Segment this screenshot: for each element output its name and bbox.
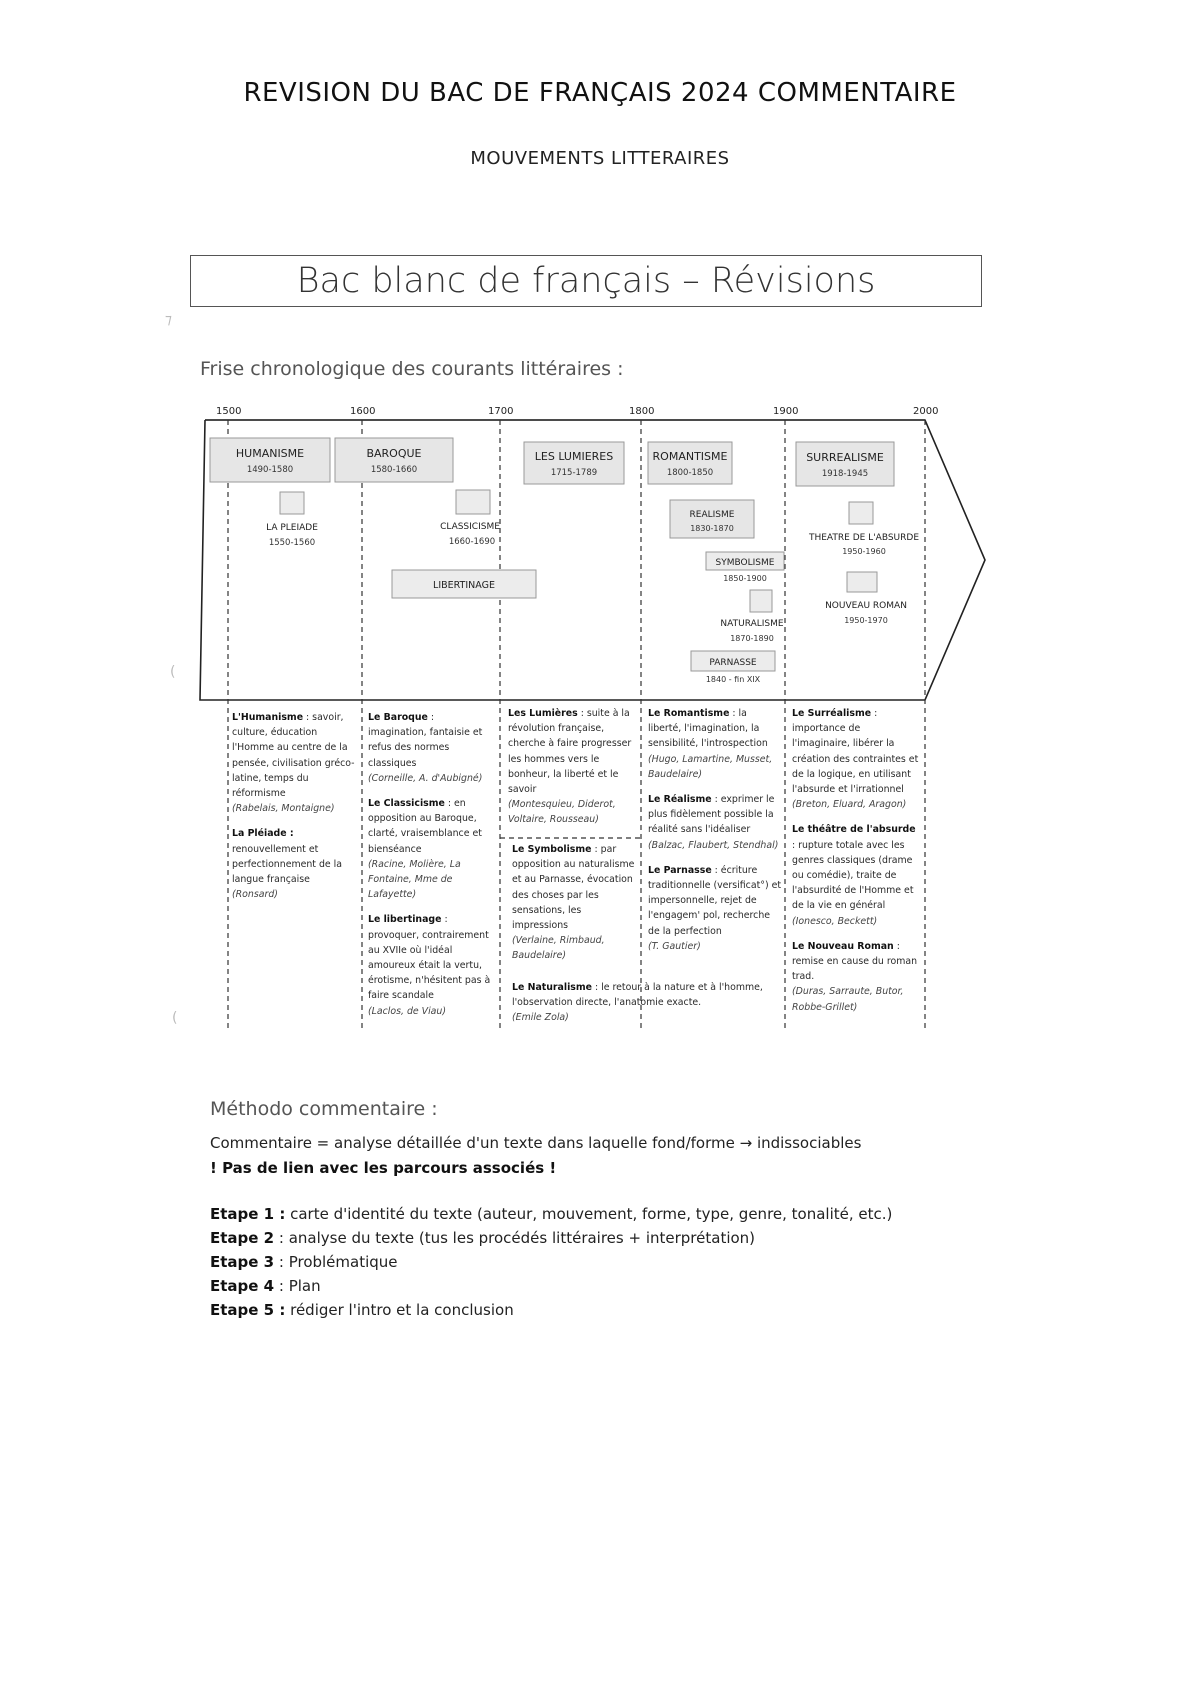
movement-description-authors: (Rabelais, Montaigne) <box>232 803 335 815</box>
movement-description-text: : la liberté, l'imagination, la sensibilité, l'introspection <box>648 708 768 750</box>
description-column-1700-lower <box>512 842 636 974</box>
realisme-name: REALISME <box>689 510 735 520</box>
year-label-1600: 1600 <box>350 406 376 417</box>
movement-description-text: : savoir, culture, éducation l'Homme au centre de la pensée, civilisation gréco-latine, temps du réformisme <box>232 712 355 800</box>
movement-description-authors: (Ronsard) <box>232 889 278 901</box>
movement-description-authors: (Montesquieu, Diderot, Voltaire, Rousseau) <box>508 799 616 826</box>
movement-description <box>792 939 920 1015</box>
year-ticks <box>216 406 938 417</box>
step-text: : Plan <box>274 1277 321 1295</box>
movement-description-text: : par opposition au naturalisme et au Parnasse, évocation des choses par les sensations, les impressions <box>512 844 635 932</box>
movement-description <box>368 912 494 1018</box>
realisme-dates: 1830-1870 <box>690 524 734 533</box>
step-label: Etape 3 <box>210 1253 275 1271</box>
page-subtitle: MOUVEMENTS LITTERAIRES <box>470 148 730 169</box>
movement-description-text: renouvellement et perfectionnement de la langue française <box>232 843 343 886</box>
year-label-2000: 2000 <box>913 406 939 417</box>
classicisme-dates: 1660-1690 <box>448 537 496 547</box>
movement-classicisme <box>440 490 500 547</box>
movement-description-name: Le Classicisme <box>368 798 445 810</box>
movement-description <box>232 826 356 902</box>
movement-description-authors: (Racine, Molière, La Fontaine, Mme de Lafayette) <box>368 858 461 901</box>
movement-description-name: Le Symbolisme <box>512 844 592 855</box>
movement-description-name: Le libertinage <box>368 914 442 926</box>
parnasse-name: PARNASSE <box>709 658 757 668</box>
movement-description <box>232 710 356 816</box>
movement-description-text: : rupture totale avec les genres classiques (drame ou comédie), traite de l'absurdité de l'Homme et de la vie en général <box>792 839 914 912</box>
movement-description-authors: (Laclos, de Viau) <box>368 1005 447 1017</box>
movement-description <box>792 822 920 928</box>
movement-description-name: Le théâtre de l'absurde <box>792 824 916 836</box>
methodo-warning: ! Pas de lien avec les parcours associés ! <box>210 1159 557 1177</box>
movement-description <box>368 710 494 786</box>
absurde-box <box>849 502 873 524</box>
movement-description-name: Le Baroque <box>368 712 428 723</box>
movement-description-name: Le Naturalisme <box>512 982 593 993</box>
movement-description <box>648 706 783 782</box>
step-text: : analyse du texte (tus les procédés littéraires + interprétation) <box>274 1229 756 1247</box>
movement-description-text: : écriture traditionnelle (versificat°) et impersonnelle, rejet de l'engagem' pol, recherche de la perfection <box>648 864 782 937</box>
movement-description-authors: (Hugo, Lamartine, Musset, Baudelaire) <box>648 753 773 780</box>
movement-description <box>792 706 920 812</box>
movement-naturalisme <box>720 590 783 643</box>
step-5 <box>210 1301 514 1319</box>
movement-description-text: : en opposition au Baroque, clarté, vraisemblance et bienséance <box>368 798 482 855</box>
absurde-name: THEATRE DE L'ABSURDE <box>808 533 920 543</box>
movement-description-authors: (Balzac, Flaubert, Stendhal) <box>648 839 779 851</box>
banner-title: Bac blanc de français – Révisions <box>296 261 876 301</box>
movement-description <box>648 792 783 853</box>
movement-description-authors: (T. Gautier) <box>648 940 701 952</box>
humanisme-box <box>210 438 330 482</box>
movement-description-text: : le retour à la nature et à l'homme, l'observation directe, l'anatomie exacte. <box>512 982 763 1009</box>
step-2 <box>210 1229 755 1247</box>
nouveau-roman-dates: 1950-1970 <box>844 616 888 625</box>
movement-lumieres <box>524 442 624 484</box>
scan-mark: ( <box>172 1010 178 1026</box>
baroque-dates: 1580-1660 <box>370 465 418 475</box>
surrealisme-dates: 1918-1945 <box>821 469 869 479</box>
movement-description-name: Le Parnasse <box>648 864 712 876</box>
movement-description-name: Le Surréalisme <box>792 708 872 719</box>
step-text: : Problématique <box>274 1253 398 1271</box>
methodo-heading: Méthodo commentaire : <box>210 1098 438 1120</box>
step-text: rédiger l'intro et la conclusion <box>285 1301 514 1319</box>
baroque-name: BAROQUE <box>366 447 422 460</box>
year-label-1900: 1900 <box>773 406 799 417</box>
nouveau-roman-name: NOUVEAU ROMAN <box>825 601 907 611</box>
step-label: Etape 5 : <box>210 1301 286 1319</box>
parnasse-dates: 1840 - fin XIX <box>705 675 761 684</box>
romantisme-dates: 1800-1850 <box>666 468 714 478</box>
movement-description-authors: (Emile Zola) <box>512 1012 569 1024</box>
classicisme-name: CLASSICISME <box>440 522 500 532</box>
movement-description <box>512 980 784 1026</box>
absurde-dates: 1950-1960 <box>842 547 886 556</box>
movement-description-authors: (Ionesco, Beckett) <box>792 915 878 927</box>
description-column-1800 <box>648 706 783 964</box>
movement-description-text: : imagination, fantaisie et refus des normes classiques <box>368 712 483 769</box>
scan-mark: ( <box>170 664 176 680</box>
baroque-box <box>335 438 453 482</box>
nouveau-roman-box <box>847 572 877 592</box>
movement-description-name: Les Lumières <box>508 708 578 719</box>
description-column-1900 <box>792 706 920 1025</box>
step-3 <box>210 1253 398 1271</box>
classicisme-box <box>456 490 490 514</box>
naturalisme-box <box>750 590 772 612</box>
surrealisme-name: SURREALISME <box>806 451 884 464</box>
step-text: carte d'identité du texte (auteur, mouvement, forme, type, genre, tonalité, etc.) <box>285 1205 893 1223</box>
year-label-1800: 1800 <box>629 406 655 417</box>
description-column-1700 <box>508 706 638 838</box>
symbolisme-name: SYMBOLISME <box>715 558 775 568</box>
movement-description-name: La Pléiade : <box>232 828 294 840</box>
step-label: Etape 2 <box>210 1229 275 1247</box>
movement-surrealisme <box>796 442 894 486</box>
movement-description-authors: (Duras, Sarraute, Butor, Robbe-Grillet) <box>792 986 904 1013</box>
movement-romantisme <box>648 442 732 484</box>
description-naturalisme <box>512 980 784 1036</box>
humanisme-dates: 1490-1580 <box>246 465 294 475</box>
symbolisme-dates: 1850-1900 <box>723 574 767 583</box>
movement-libertinage <box>392 570 536 598</box>
description-column-1600 <box>368 710 494 1029</box>
movement-pleiade <box>266 492 318 548</box>
step-1 <box>210 1205 892 1223</box>
movement-description-text: : exprimer le plus fidèlement possible la réalité sans l'idéaliser <box>648 794 775 836</box>
movement-description-text: : importance de l'imaginaire, libérer la création des contraintes et de la logique, en utilisant l'absurde et l'irrationnel <box>792 708 919 796</box>
movement-description <box>368 796 494 902</box>
movement-description-text: : remise en cause du roman trad. <box>792 940 918 983</box>
lumieres-dates: 1715-1789 <box>550 468 598 478</box>
movement-description-name: Le Réalisme <box>648 794 712 806</box>
movement-parnasse <box>691 651 775 684</box>
movement-description <box>508 706 638 828</box>
movement-realisme <box>670 500 754 538</box>
naturalisme-name: NATURALISME <box>720 619 784 629</box>
movement-description-name: Le Romantisme <box>648 708 730 719</box>
page-title: REVISION DU BAC DE FRANÇAIS 2024 COMMENTAIRE <box>243 78 957 108</box>
frise-heading: Frise chronologique des courants littéraires : <box>200 358 624 380</box>
pleiade-name: LA PLEIADE <box>266 523 318 533</box>
scan-mark: ⁊ <box>165 312 172 328</box>
movement-description-name: L'Humanisme <box>232 712 304 723</box>
movement-symbolisme <box>706 552 784 583</box>
movement-description-authors: (Breton, Eluard, Aragon) <box>792 799 907 811</box>
year-label-1700: 1700 <box>488 406 514 417</box>
movement-humanisme <box>210 438 330 482</box>
pleiade-box <box>280 492 304 514</box>
movement-description-authors: (Corneille, A. d'Aubigné) <box>368 772 483 784</box>
movement-description-authors: (Verlaine, Rimbaud, Baudelaire) <box>512 935 605 962</box>
movement-description-text: : provoquer, contrairement au XVIIe où l'idéal amoureux était la vertu, érotisme, n'hésitent pas à faire scandale <box>368 914 491 1002</box>
movement-baroque <box>335 438 453 482</box>
romantisme-name: ROMANTISME <box>652 450 728 463</box>
movement-description <box>512 842 636 964</box>
movement-absurde <box>808 502 919 556</box>
step-label: Etape 4 <box>210 1277 275 1295</box>
naturalisme-dates: 1870-1890 <box>730 634 774 643</box>
movement-nouveau-roman <box>825 572 907 625</box>
libertinage-name: LIBERTINAGE <box>433 580 495 591</box>
step-4 <box>210 1277 321 1295</box>
methodo-definition: Commentaire = analyse détaillée d'un texte dans laquelle fond/forme → indissociables <box>210 1134 862 1152</box>
description-column-1500 <box>232 710 356 912</box>
movement-description <box>648 863 783 954</box>
lumieres-name: LES LUMIERES <box>534 450 614 463</box>
year-label-1500: 1500 <box>216 406 242 417</box>
step-label: Etape 1 : <box>210 1205 286 1223</box>
surrealisme-box <box>796 442 894 486</box>
humanisme-name: HUMANISME <box>235 447 305 460</box>
movement-description-text: : suite à la révolution française, cherche à faire progresser les hommes vers le bonheur, la liberté et le savoir <box>508 708 632 796</box>
movement-description-name: Le Nouveau Roman <box>792 940 894 952</box>
pleiade-dates: 1550-1560 <box>268 538 316 548</box>
